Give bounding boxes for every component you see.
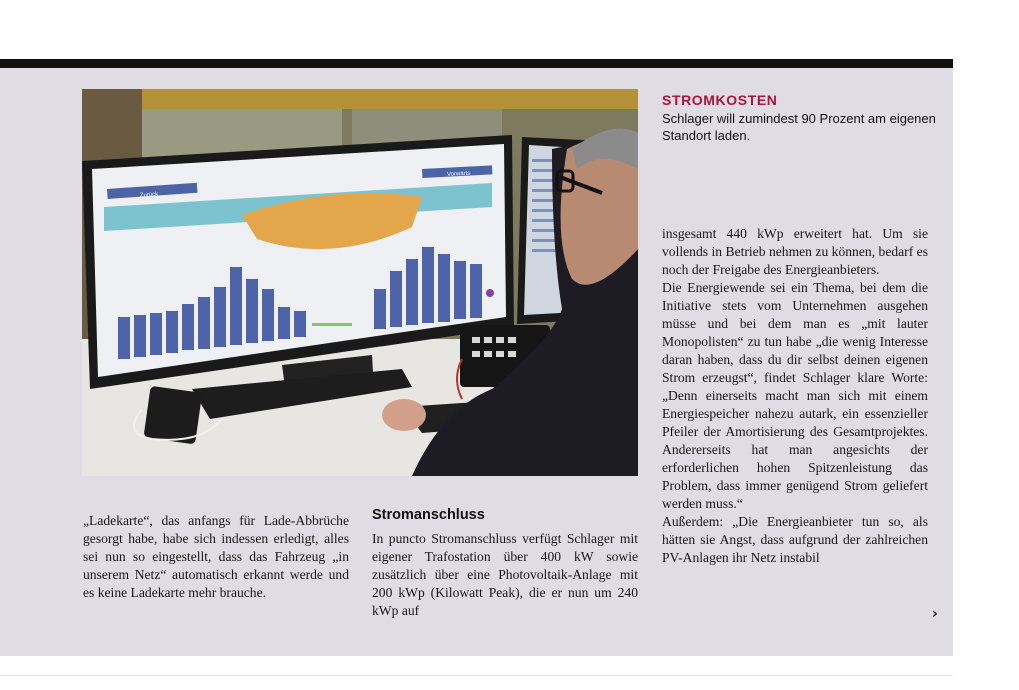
sidebar-box — [662, 92, 942, 144]
sidebar-kicker: STROMKOSTEN — [662, 92, 778, 108]
top-rule — [0, 59, 953, 68]
column-1-text: „Ladekarte“, das anfangs für Lade-Abbrüche gesorgt habe, habe sich indessen erledigt, alles sei nun so eingestellt, dass das Fahrzeug „in unserem Netz“ automatisch erkannt werde und es keine Ladekarte mehr brauche. — [83, 513, 349, 600]
continue-arrow-icon[interactable]: › — [932, 606, 938, 622]
column-3-paragraph-3: Außerdem: „Die Energieanbieter tun so, als hätten sie Angst, dass aufgrund der zahlreichen PV-Anlagen ihr Netz instabil — [662, 514, 928, 565]
bottom-divider — [0, 675, 953, 676]
article-column-3 — [662, 225, 928, 567]
article-column-1 — [83, 512, 349, 602]
screen-label-forward: Vorwärts — [446, 170, 471, 178]
column-3-paragraph-1: insgesamt 440 kWp erweitert hat. Um sie vollends in Betrieb nehmen zu können, bedarf es noch der Freigabe des Energieanbieters. — [662, 226, 928, 277]
column-3-paragraph-2: Die Energiewende sei ein Thema, bei dem die Initiative stets vom Unternehmen ausgehen müsse und bei dem man es „mit lauter Monopolisten“ zu tun habe „die wenig Interesse daran haben, dass du dir selbst deinen eigenen Strom erzeugst“, findet Schlager klare Worte: „Denn einerseits macht man sich mit einem Energiespeicher nahezu autark, ein essenzieller Pfeiler der Amortisierung des Gesamtprojektes. Andererseits hat man angesichts der erforderlichen hohen Spitzenleistung das Problem, dass immer genügend Strom geliefert werden muss.“ — [662, 280, 928, 511]
article-column-2 — [372, 506, 638, 620]
column-2-text: In puncto Stromanschluss verfügt Schlager mit eigener Trafostation über 400 kW sowie zusätzlich über eine Photovoltaik-Anlage mit 200 kWp (Kilowatt Peak), die er nun um 240 kWp auf — [372, 531, 638, 618]
photo-illustration — [82, 89, 638, 476]
photo-caption: Schlager will zumindest 90 Prozent am eigenen Standort laden. — [662, 111, 936, 143]
article-photo — [82, 89, 638, 476]
screen-label-back: Zurück — [139, 191, 159, 199]
section-heading: Stromanschluss — [372, 507, 485, 523]
